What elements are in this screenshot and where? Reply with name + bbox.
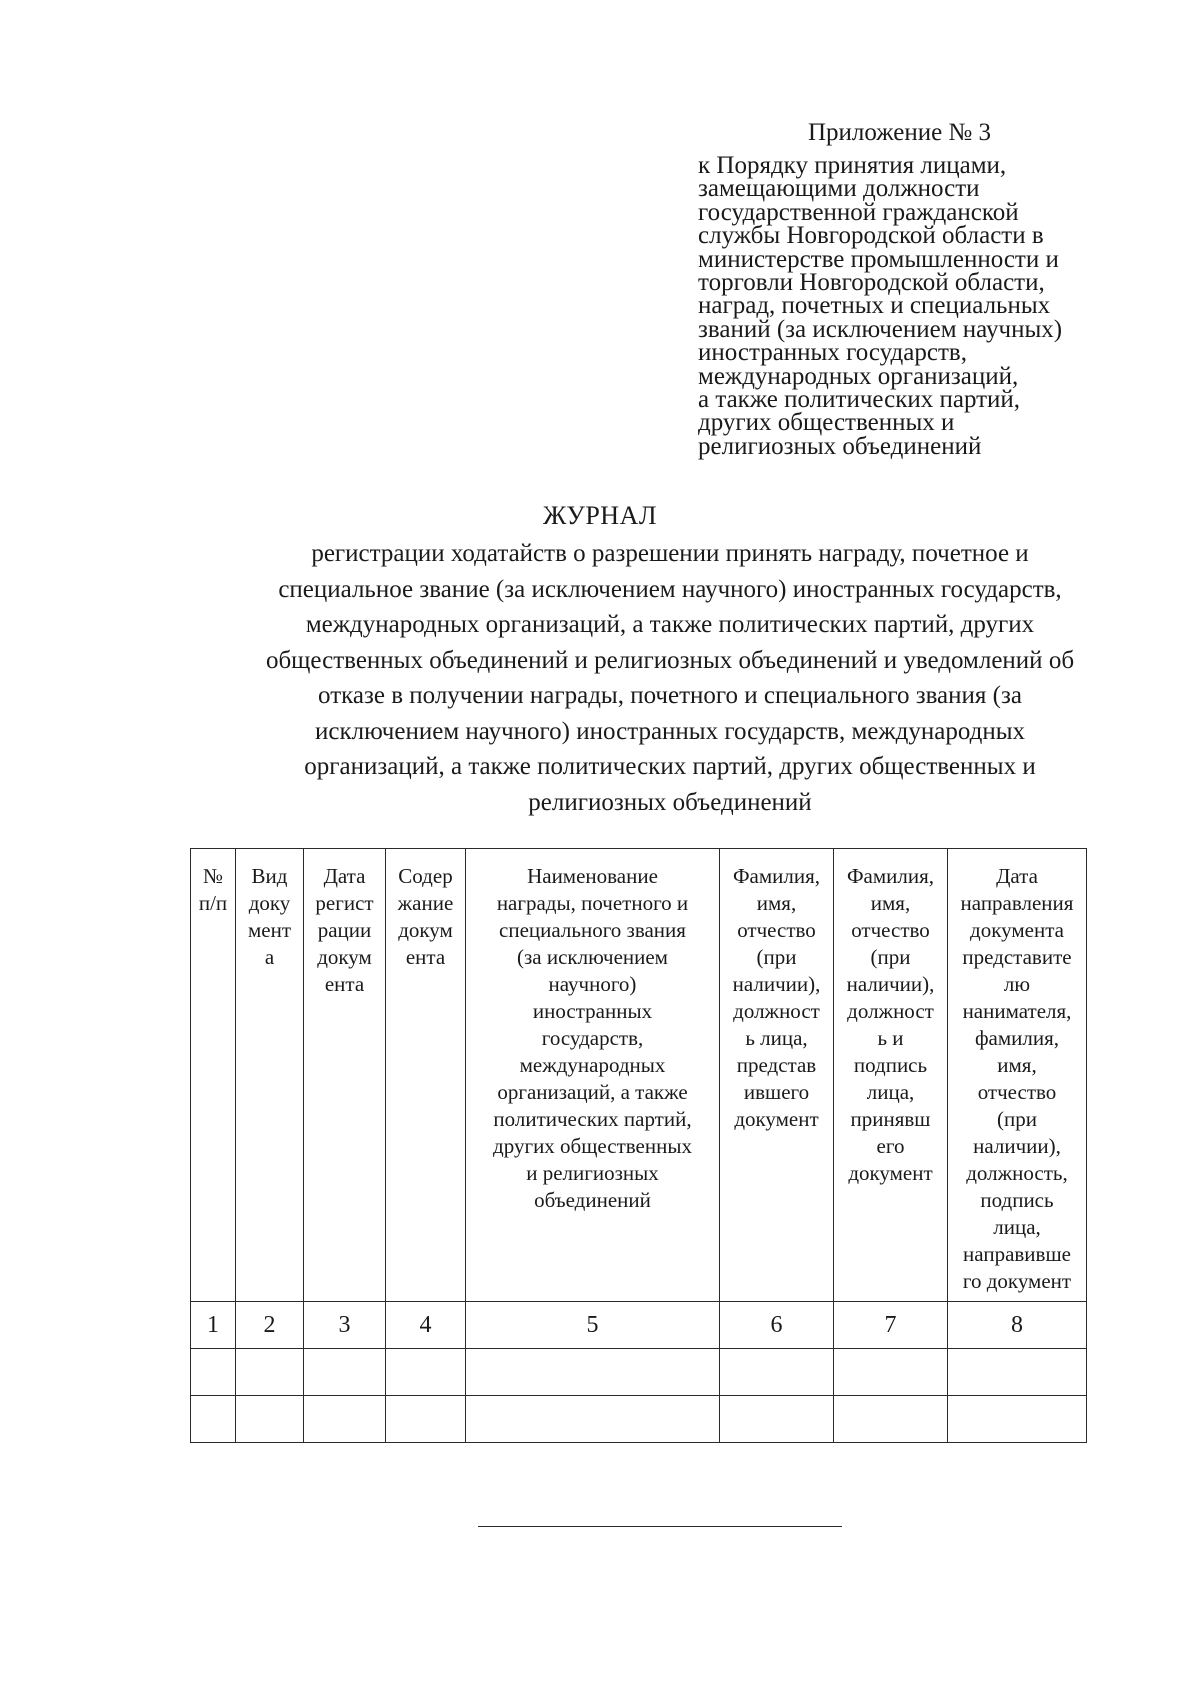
table-cell: [948, 1349, 1087, 1396]
column-number: 3: [304, 1302, 386, 1349]
column-header-award-name: Наименование награды, почетного и специального звания (за исключением научного) иностранных государств, международных организаций, а также политических партий, других общественных и религиозных объединений: [466, 849, 720, 1302]
column-number: 7: [834, 1302, 948, 1349]
table-cell: [720, 1396, 834, 1443]
table-cell: [386, 1396, 466, 1443]
column-number: 4: [386, 1302, 466, 1349]
column-header-document-type: Вид доку мент а: [236, 849, 304, 1302]
column-header-registration-date: Дата регист рации докум ента: [304, 849, 386, 1302]
table-header-row: [191, 849, 1087, 1302]
table-cell: [304, 1349, 386, 1396]
table-cell: [191, 1396, 236, 1443]
appendix-reference: к Порядку принятия лицами, замещающими должности государственной гражданской службы Новгородской области в министерстве промышленности и торговли Новгородской области, наград, почетных и специальных званий (за исключением научных) иностранных государств, международных организаций, а также политических партий, других общественных и религиозных объединений: [698, 152, 1063, 460]
table-cell: [191, 1349, 236, 1396]
closing-divider: [478, 1526, 842, 1527]
column-number: 5: [466, 1302, 720, 1349]
table-cell: [720, 1349, 834, 1396]
column-number: 6: [720, 1302, 834, 1349]
column-number-row: [191, 1302, 1087, 1349]
table-cell: [386, 1349, 466, 1396]
column-header-receiver: Фамилия, имя, отчество (при наличии), должност ь и подпись лица, принявш его документ: [834, 849, 948, 1302]
table-cell: [834, 1349, 948, 1396]
appendix-title: Приложение № 3: [808, 119, 992, 146]
table-cell: [834, 1396, 948, 1443]
column-header-forwarding: Дата направления документа представите лю нанимателя, фамилия, имя, отчество (при наличии), должность, подпись лица, направивше го документ: [948, 849, 1087, 1302]
column-header-document-content: Содер жание докум ента: [386, 849, 466, 1302]
column-number: 1: [191, 1302, 236, 1349]
journal-table: [190, 848, 1087, 1443]
table-row-empty: [191, 1349, 1087, 1396]
table-cell: [466, 1396, 720, 1443]
table-cell: [236, 1349, 304, 1396]
table-cell: [466, 1349, 720, 1396]
column-number: 2: [236, 1302, 304, 1349]
table-cell: [304, 1396, 386, 1443]
table-cell: [236, 1396, 304, 1443]
column-header-submitter: Фамилия, имя, отчество (при наличии), должност ь лица, представ ившего документ: [720, 849, 834, 1302]
table-row-empty: [191, 1396, 1087, 1443]
column-header-number: № п/п: [191, 849, 236, 1302]
column-number: 8: [948, 1302, 1087, 1349]
journal-subtitle: регистрации ходатайств о разрешении принять награду, почетное и специальное звание (за исключением научного) иностранных государств, международных организаций, а также политических партий, других общественных объединений и религиозных объединений и уведомлений об отказе в получении награды, почетного и специального звания (за исключением научного) иностранных государств, международных организаций, а также политических партий, других общественных и религиозных объединений: [265, 540, 1075, 816]
table-cell: [948, 1396, 1087, 1443]
journal-title: ЖУРНАЛ: [543, 501, 657, 530]
